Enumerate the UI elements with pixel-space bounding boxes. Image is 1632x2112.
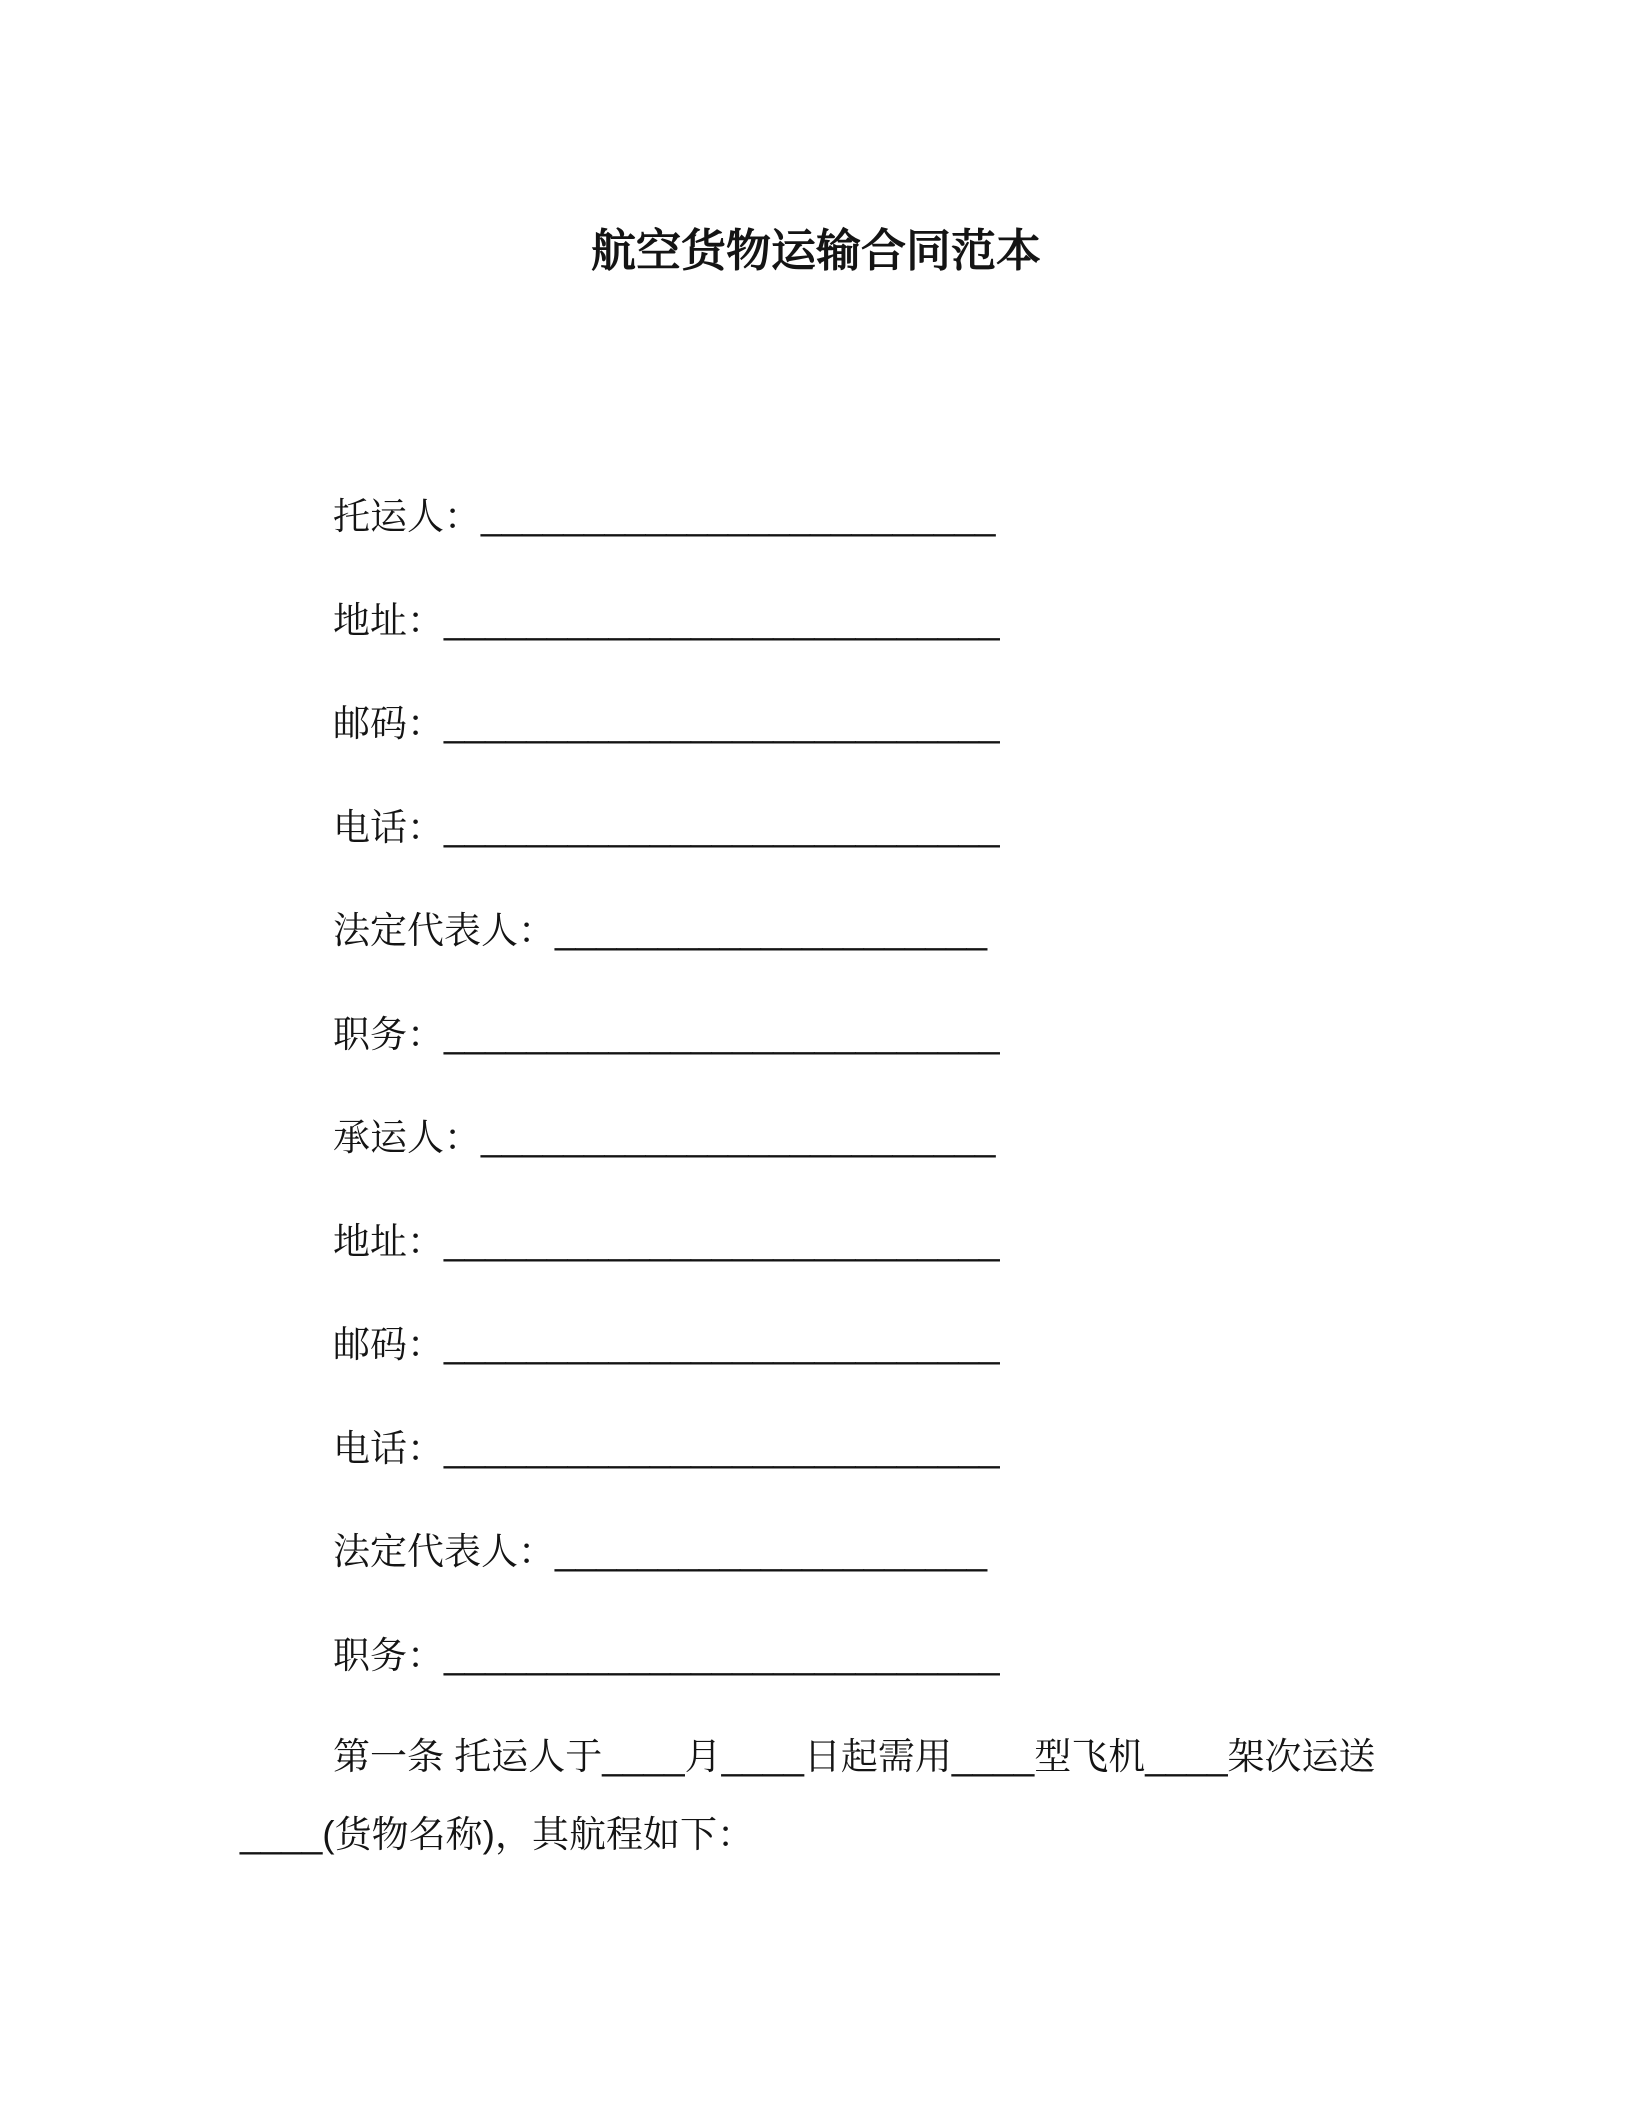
field-label: 地址：	[333, 1220, 444, 1262]
field-carrier-legal-rep	[333, 1527, 1233, 1631]
field-carrier-postcode	[333, 1320, 1233, 1424]
clause-1-line-1: 第一条 托运人于____月____日起需用____型飞机____架次运送	[333, 1736, 1376, 1777]
fill-in-blank: ___________________________	[444, 1220, 1000, 1262]
field-label: 法定代表人：	[333, 910, 555, 951]
fill-in-blank: ___________________________	[444, 1427, 1000, 1469]
field-shipper	[333, 492, 1233, 596]
field-carrier-phone	[333, 1424, 1233, 1528]
fill-in-blank: _________________________	[481, 1117, 996, 1158]
fill-in-blank: ___________________________	[444, 1324, 1000, 1365]
field-shipper-phone	[333, 803, 1233, 907]
document-title: 航空货物运输合同范本	[590, 225, 1041, 276]
field-shipper-legal-rep	[333, 906, 1233, 1010]
field-label: 邮码：	[333, 703, 444, 744]
fill-in-blank: ___________________________	[444, 1013, 1000, 1055]
fill-in-blank: ___________________________	[444, 703, 1000, 744]
field-shipper-position	[333, 1010, 1233, 1114]
field-label: 承运人：	[333, 1117, 481, 1158]
field-label: 地址：	[333, 599, 444, 641]
field-label: 托运人：	[333, 496, 481, 537]
fill-in-blank: _____________________	[555, 1531, 988, 1572]
field-label: 法定代表人：	[333, 1531, 555, 1572]
field-label: 邮码：	[333, 1324, 444, 1365]
field-carrier-address	[333, 1217, 1233, 1321]
fill-in-blank: ___________________________	[444, 599, 1000, 641]
fill-in-blank: _________________________	[481, 496, 996, 537]
field-carrier	[333, 1113, 1233, 1217]
fill-in-blank: _____________________	[555, 910, 988, 951]
field-label: 职务：	[333, 1634, 444, 1676]
field-label: 电话：	[333, 1427, 444, 1469]
fill-in-blank: ___________________________	[444, 806, 1000, 848]
field-label: 职务：	[333, 1013, 444, 1055]
field-carrier-position	[333, 1631, 1233, 1735]
party-fields	[333, 492, 1233, 1734]
fill-in-blank: ___________________________	[444, 1634, 1000, 1676]
field-label: 电话：	[333, 806, 444, 848]
clause-1-line-2: ____(货物名称)，其航程如下：	[240, 1814, 754, 1855]
field-shipper-address	[333, 596, 1233, 700]
field-shipper-postcode	[333, 699, 1233, 803]
